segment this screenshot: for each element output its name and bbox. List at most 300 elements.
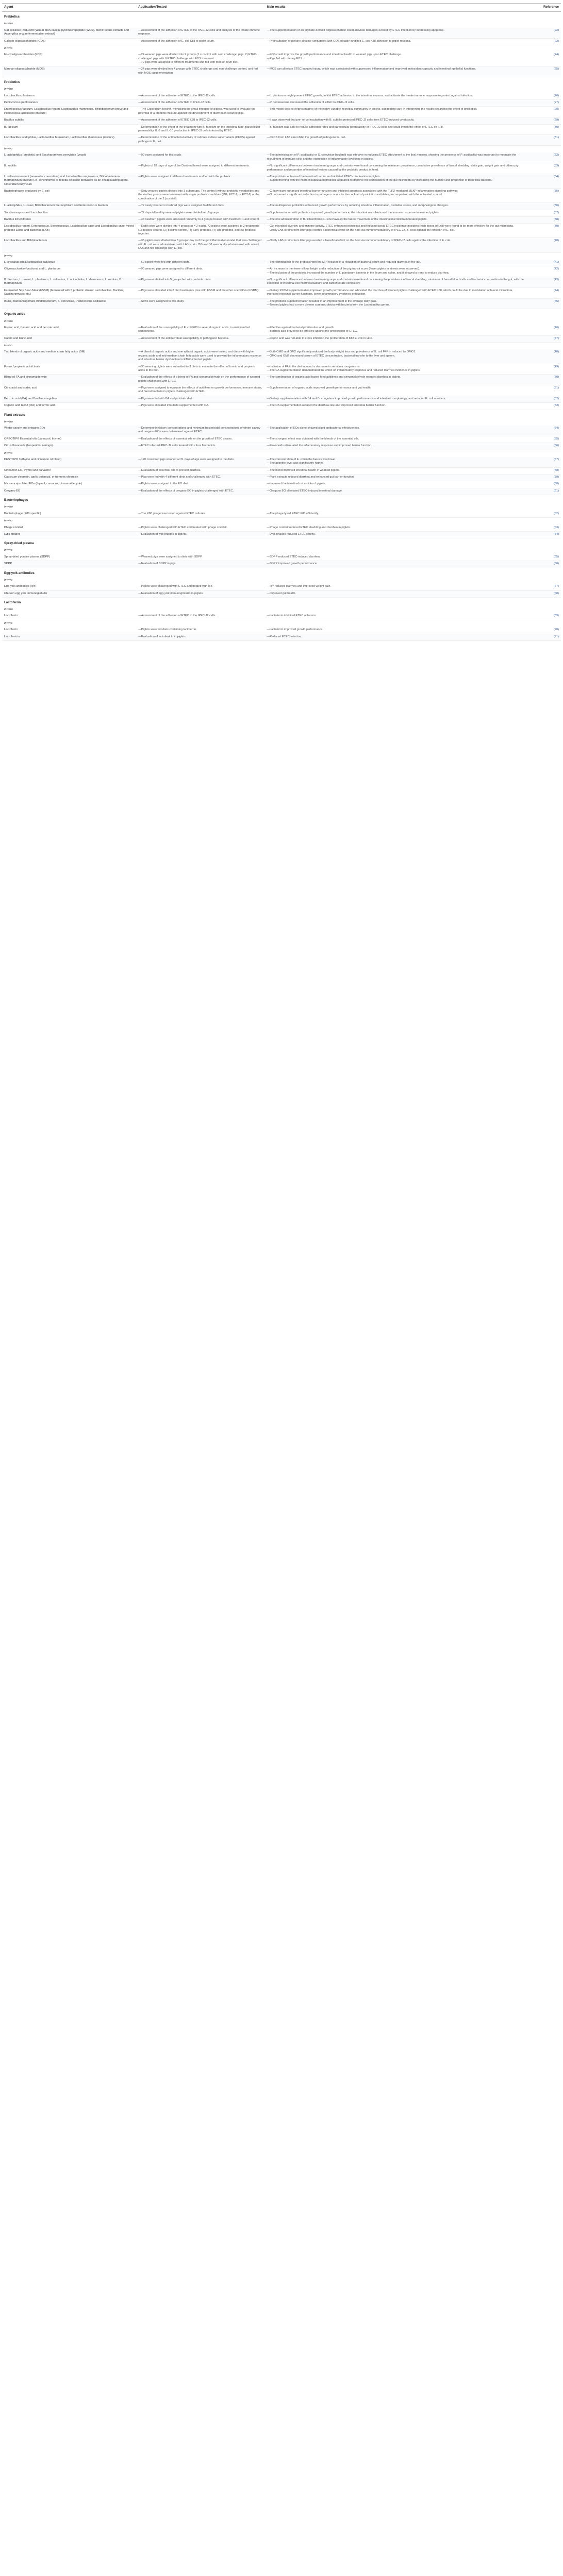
- category-row: [2, 77, 561, 87]
- app-cell: —Piglets of 28 days of age of the Danbred breed were assigned to different treatments.: [136, 163, 264, 174]
- app-cell: —Assessment of the adhesion of ETEC to the IPEC-J2 cells and analysis of the innate immune response.: [136, 28, 264, 38]
- res-cell: —The multispecies probiotics enhanced growth performance by reducing intestinal inflammation, oxidative stress, and morphological changes.: [264, 203, 527, 210]
- category-row: [2, 568, 561, 577]
- agent-cell: Citric acid and sorbic acid: [2, 385, 136, 396]
- table-row: [2, 216, 561, 223]
- ref-cell: (64): [527, 531, 561, 538]
- subsection-row: [2, 504, 561, 511]
- res-cell: —No significant differences between treatment groups and controls were found concerning the minimum prevalence, cumulative prevalence of faecal shedding, daily gain, weight gain and others pig performance and proportion of intestinal lesions caused by the probiotic product in feed.: [264, 163, 527, 174]
- table-row: [2, 525, 561, 532]
- res-cell: —Orally LAB strains from litter pigs exerted a beneficial effect on the host via immunomodulatory of IPEC-J2 cells against the infection of E. coli.: [264, 238, 527, 252]
- res-cell: —Supplementation of organic acids improved growth performance and gut health.: [264, 385, 527, 396]
- agent-cell: L. acidophilus (probiotic) and Saccharomyces cerevisiae (yeast): [2, 152, 136, 163]
- subsection-label: In vitro: [2, 318, 561, 325]
- subsection-label: In vitro: [2, 21, 561, 27]
- category-label: Egg-yolk antibodies: [2, 568, 561, 577]
- app-cell: —Evaluation of SDPP in pigs.: [136, 561, 264, 568]
- ref-cell: (44): [527, 287, 561, 298]
- agent-cell: Fermented Soy Bean Meal (FSBM) (fermented with 5 probiotic strains: Lactobacillus, Bacillus, Saccharomyces etc.): [2, 287, 136, 298]
- ref-cell: (57): [527, 457, 561, 467]
- agent-cell: Lactobacillus plantarum: [2, 93, 136, 100]
- app-cell: —Sixty weaned piglets divided into 3 subgroups. The control (without probiotic metabolites and the 4 other groups were treatment with single probiotic candidate (MG, ECT-1, or ECT-2) or the combination of the 3 (cocktail).: [136, 189, 264, 203]
- subsection-label: In vitro: [2, 606, 561, 613]
- table-body: [2, 12, 561, 641]
- app-cell: —72 newly weaned crossbred pigs were assigned to different diets.: [136, 203, 264, 210]
- res-cell: —The combination of the probiotic with the MPI resulted in a reduction of bacterial count and reduced diarrhea in the gut.: [264, 260, 527, 266]
- table-row: [2, 561, 561, 568]
- app-cell: —Sows were assigned to this study.: [136, 298, 264, 309]
- subsection-row: [2, 577, 561, 584]
- ref-cell: (28): [527, 107, 561, 117]
- ref-cell: (70): [527, 627, 561, 634]
- app-cell: —Pigs were fed with BA and probiotic diet.: [136, 396, 264, 402]
- ref-cell: (62): [527, 511, 561, 518]
- ref-cell: (40): [527, 238, 561, 252]
- res-cell: —IgY reduced diarrhea and improved weight gain.: [264, 584, 527, 590]
- res-cell: —Lactoferrin inhibited ETEC adhesion.: [264, 613, 527, 620]
- agent-cell: Lactoferrin: [2, 613, 136, 620]
- table-row: [2, 189, 561, 203]
- res-cell: —Gut microbial diversity and enzyme activity, ETEC enhanced probiotics and reduced faecal ETEC incidence in piglets; high doses of LAB were found to be more effective for the gut microbiota. —Orally LAB strains from litter pigs exerted a beneficial effect on the host via immunomodulatory of IPEC-J2, B. cells against the infection of E. coli.: [264, 224, 527, 238]
- ref-cell: (47): [527, 335, 561, 342]
- agent-cell: B. faecium, L. reuteri, L. plantarum, L. salivarius, L. acidophilus, L. rhamnosus, L. ruminis, B. thermophilum: [2, 277, 136, 288]
- app-cell: —Piglets were challenged with ETEC and treated with IgY.: [136, 584, 264, 590]
- subsection-label: In vitro: [2, 419, 561, 426]
- ref-cell: (51): [527, 385, 561, 396]
- agent-cell: Bacillus licheniformis: [2, 216, 136, 223]
- res-cell: —The strongest effect was obtained with the blends of the essential oils.: [264, 436, 527, 443]
- subsection-row: [2, 518, 561, 525]
- ref-cell: (50): [527, 375, 561, 385]
- table-row: [2, 203, 561, 210]
- app-cell: —A blend of organic acids and one without organic acids were tested; and diets with higher organic acids and mid-medium chain fatty acids were used to prevent the inflammatory response and intestinal barrier dysfunction in ETEC-infected piglets.: [136, 349, 264, 364]
- table-row: [2, 364, 561, 375]
- page: [0, 0, 563, 646]
- agent-cell: Capsicum oleoresin, garlic botanical, or turmeric oleoresin: [2, 474, 136, 481]
- agent-cell: Oregano EO: [2, 488, 136, 495]
- ref-cell: (30): [527, 124, 561, 135]
- ref-cell: (56): [527, 443, 561, 450]
- res-cell: —The administration of P. acidilactici or S. cerevisiae boulardii was effective in reducing ETEC attachment to the ileal mucosa, showing the presence of P. acidilactici was important to modulate the recruitment of immune cells and the expression of inflammatory cytokines in piglets.: [264, 152, 527, 163]
- res-cell: —The concentration of E. coli in the faeces was lower. —The appetite level was significantly higher.: [264, 457, 527, 467]
- app-cell: —Pigs were fed with 4 different diets and challenged with ETEC.: [136, 474, 264, 481]
- table-row: [2, 325, 561, 335]
- app-cell: —Evaluation of the effects of oregano EO in piglets challenged with ETEC.: [136, 488, 264, 495]
- res-cell: —This model was not representative of the highly variable microbial community in piglets, suggesting care in interpreting the results regarding the effect of probiotics.: [264, 107, 527, 117]
- table-row: [2, 260, 561, 266]
- agent-cell: Blend oil FA and cinnamaldehyde: [2, 375, 136, 385]
- app-cell: —30 weaning piglets were submitted to 3 diets to evaluate the effect of formic and propionic acids in the diet.: [136, 364, 264, 375]
- app-cell: —Piglets were challenged with ETEC and treated with phage cocktail.: [136, 525, 264, 532]
- category-row: [2, 410, 561, 419]
- agent-cell: Bacillus subtilis: [2, 117, 136, 124]
- subsection-row: [2, 343, 561, 350]
- agent-cell: Cinnamon EO, thymol and carvacrol: [2, 467, 136, 474]
- table-row: [2, 481, 561, 488]
- ref-cell: (27): [527, 100, 561, 107]
- ref-cell: (25): [527, 66, 561, 77]
- agent-cell: Inulin, mannanoligomalt, Bifidobacterium, S. cerevisiae, Pediococcus acidilactici: [2, 298, 136, 309]
- subsection-label: In vivo: [2, 547, 561, 554]
- header-reference: Reference: [527, 4, 561, 12]
- ref-cell: (54): [527, 426, 561, 436]
- ref-cell: (33): [527, 163, 561, 174]
- app-cell: —Determination of the effect of the treatment with B. faecium on the intestinal tube, paracellular permeability, IL-8 and IL-10 production in IPEC-J2 cells infected by ETEC.: [136, 124, 264, 135]
- agent-cell: Bacteriophages produced by E. coli: [2, 189, 136, 203]
- ref-cell: (48): [527, 349, 561, 364]
- table-row: [2, 135, 561, 146]
- app-cell: —Assessment of the adhesion of E. coli K88 to piglet ileum.: [136, 38, 264, 45]
- app-cell: —120 crossbred pigs weaned at 21 days of age were assigned to the diets.: [136, 457, 264, 467]
- res-cell: —The oral administration of B. licheniformis L. sinei favours the faecal movement of the intestinal microbiota in treated piglets.: [264, 216, 527, 223]
- ref-cell: (59): [527, 474, 561, 481]
- subsection-label: In vivo: [2, 518, 561, 525]
- table-row: [2, 375, 561, 385]
- ref-cell: (34): [527, 174, 561, 188]
- agent-cell: Lactobacillus acidophilus, Lactobacillus fermentum, Lactobacillus rhamnosus (mixture): [2, 135, 136, 146]
- subsection-label: In vivo: [2, 252, 561, 260]
- table-row: [2, 443, 561, 450]
- table-row: [2, 457, 561, 467]
- category-label: Bacteriophages: [2, 495, 561, 504]
- app-cell: —Pigs were allocated into diets supplemented with OA.: [136, 403, 264, 410]
- agent-cell: Lactoferricin: [2, 634, 136, 640]
- res-cell: —The OA supplementation reduced the diarrhea rate and improved intestinal barrier function.: [264, 403, 527, 410]
- ref-cell: (71): [527, 634, 561, 640]
- table-row: [2, 277, 561, 288]
- agent-cell: Lactobacillus reuteri, Enterococcus, Streptococcus, Lactobacillus casei and Lactobacillus casei mixed probiotic Lactis and bacterias (LAB): [2, 224, 136, 238]
- table-row: [2, 531, 561, 538]
- table-row: [2, 396, 561, 402]
- table-row: [2, 335, 561, 342]
- res-cell: —Dietary FSBM supplementation improved growth performance and alleviated the diarrhea of weaned piglets challenged with ETEC K88, which could be due to modulation of faecal microbiota, improved intestinal barrier functions, lower inflammatory cytokines production.: [264, 287, 527, 298]
- table-row: [2, 66, 561, 77]
- subsection-row: [2, 146, 561, 153]
- ref-cell: (66): [527, 561, 561, 568]
- subsection-row: [2, 419, 561, 426]
- agent-cell: Galacto-oligosaccharides (GOS): [2, 38, 136, 45]
- res-cell: —Phage cocktail reduced ETEC shedding and diarrhea in piglets.: [264, 525, 527, 532]
- category-label: Probiotics: [2, 77, 561, 87]
- app-cell: —Evaluation of the effects of a blend of FA and cinnamaldehyde on the performance of weaned piglets challenged with ETEC.: [136, 375, 264, 385]
- category-label: Prebiotics: [2, 12, 561, 21]
- res-cell: —The application of EOs alone showed slight antibacterial effectiveness.: [264, 426, 527, 436]
- app-cell: —Evaluation of lytic phages in piglets.: [136, 531, 264, 538]
- ref-cell: (65): [527, 554, 561, 561]
- category-row: [2, 12, 561, 21]
- agent-cell: SDPP: [2, 561, 136, 568]
- table-row: [2, 287, 561, 298]
- ref-cell: (35): [527, 189, 561, 203]
- data-table: [2, 3, 561, 641]
- table-row: [2, 100, 561, 107]
- table-row: [2, 52, 561, 66]
- app-cell: —Assessment of the adhesion of ETEC to IPEC-J2 cells.: [136, 100, 264, 107]
- table-row: [2, 349, 561, 364]
- agent-cell: Pediococcus pentosaceus: [2, 100, 136, 107]
- agent-cell: Formic/propionic acid/citrate: [2, 364, 136, 375]
- table-row: [2, 584, 561, 590]
- ref-cell: (45): [527, 298, 561, 309]
- res-cell: —SDPP improved growth performance.: [264, 561, 527, 568]
- res-cell: —The blend improved intestinal health in weaned piglets.: [264, 467, 527, 474]
- agent-cell: Benzoic acid (BA) and Bacillus coagulans: [2, 396, 136, 402]
- res-cell: —The probiotic enhanced the intestinal barrier and inhibited ETEC colonization in piglets. —Supplementing with the microencapsulated probiotic appeared to improve the composition of the gut microbiota by increasing the number and proportion of beneficial bacteria.: [264, 174, 527, 188]
- app-cell: —24 weaned pigs were divided into 2 groups (1 = control with zero challenge; pigs; 2) ETEC-challenged pigs with 6 ETEC challenge with FOS treatment. —72 pigs were assigned to different treatments and fed with food or 400h diet.: [136, 52, 264, 66]
- subsection-row: [2, 318, 561, 325]
- agent-cell: Enterococcus faecium, Lactobacillus reuteri, Lactobacillus rhamnosus, Bifidobacterium breve and Pediococcus acidilactici (mixture): [2, 107, 136, 117]
- table-row: [2, 124, 561, 135]
- ref-cell: (41): [527, 260, 561, 266]
- header-application: Application/Tested: [136, 4, 264, 12]
- res-cell: —Inclusion of FA in the diet induced a decrease in serial microorganisms. —The CA supplementation demonstrated the effect on inflammatory response and reduced diarrhea incidence in piglets.: [264, 364, 527, 375]
- ref-cell: (46): [527, 325, 561, 335]
- agent-cell: Chicken egg yolk immunoglobulin: [2, 590, 136, 597]
- agent-cell: Fructooligosaccharides (FOS): [2, 52, 136, 66]
- subsection-row: [2, 21, 561, 27]
- subsection-row: [2, 620, 561, 627]
- table-row: [2, 28, 561, 38]
- subsection-row: [2, 252, 561, 260]
- agent-cell: Bacteriophage (K88 specific): [2, 511, 136, 518]
- app-cell: —Pigs were assigned to evaluate the effects of acidifiers on growth performance, immune status, and faecal bacteria in piglets challenged with ETEC.: [136, 385, 264, 396]
- agent-cell: Phage cocktail: [2, 525, 136, 532]
- agent-cell: B. faecium: [2, 124, 136, 135]
- app-cell: —Piglets were assigned to different treatments and fed with the probiotic.: [136, 174, 264, 188]
- app-cell: —Eight sows were divided into 4 groups (n = 2 each), 72 piglets were assigned to 2 treatments (1) positive control, (2) positive control, (3) early probiotic, (4) late probiotic, and (5) probiotic together.: [136, 224, 264, 238]
- table-row: [2, 634, 561, 640]
- ref-cell: (55): [527, 436, 561, 443]
- category-label: Organic acids: [2, 309, 561, 318]
- res-cell: —MOS can alleviate ETEC-induced injury, which was associated with suppressed inflammatory and improved antioxidant capacity and intestinal epithelial functions.: [264, 66, 527, 77]
- header-results: Main results: [264, 4, 527, 12]
- res-cell: —Dietary supplementation with BA and B. coagulans improved growth performance and intestinal morphology, and reduced E. coli numbers.: [264, 396, 527, 402]
- table-row: [2, 298, 561, 309]
- agent-cell: Lactoferrin: [2, 627, 136, 634]
- agent-cell: OREOTIP® Essential oils (carvacrol, thymol): [2, 436, 136, 443]
- agent-cell: Oat cellulose Reducefit (Wheat bran-casein glycomacropeptide (WCS), blend: beans extracts and Aspergillus oryzae fermentation extract): [2, 28, 136, 38]
- app-cell: —Pigs were allocated into 2 diet treatments (one with FSBM and the other one without FSBM).: [136, 287, 264, 298]
- table-row: [2, 554, 561, 561]
- app-cell: —72 day-old healthy weaned piglets were divided into 6 groups.: [136, 210, 264, 216]
- agent-cell: L. salivarius-reuterii (anaerobic consortium) and Lactobacillus amylovorus; Bifidobacterium thermophilum (mixture). B. licheniformis or reseda cellulose derivative as an encapsulating agent. Clostridium butyricum: [2, 174, 136, 188]
- ref-cell: (68): [527, 590, 561, 597]
- table-row: [2, 163, 561, 174]
- app-cell: —Evaluation of egg-yolk immunoglobulin in piglets.: [136, 590, 264, 597]
- subsection-label: In vivo: [2, 146, 561, 153]
- ref-cell: (42): [527, 266, 561, 277]
- subsection-label: In vivo: [2, 620, 561, 627]
- table-row: [2, 107, 561, 117]
- agent-cell: Winter savory and oregano EOs: [2, 426, 136, 436]
- table-row: [2, 224, 561, 238]
- app-cell: —Weaned pigs were assigned to diets with SDPP.: [136, 554, 264, 561]
- subsection-label: In vivo: [2, 577, 561, 584]
- app-cell: —Pigs were allotted into 5 groups fed with probiotic diets.: [136, 277, 264, 288]
- app-cell: —Evaluation of essential oils to prevent diarrhea.: [136, 467, 264, 474]
- res-cell: —Lactoferrin improved growth performance.: [264, 627, 527, 634]
- res-cell: —Supplementation with probiotics improved growth performance, the intestinal microbiota and the immune response in weaned piglets.: [264, 210, 527, 216]
- ref-cell: (69): [527, 613, 561, 620]
- res-cell: —Effective against bacterial proliferation and growth. —Benzoic acid proved to be effective against the proliferation of ETEC.: [264, 325, 527, 335]
- agent-cell: L. crispatus and Lactobacillus salivarius: [2, 260, 136, 266]
- agent-cell: Lactobacillus and Bifidobacterium: [2, 238, 136, 252]
- table-row: [2, 474, 561, 481]
- subsection-row: [2, 606, 561, 613]
- subsection-label: In vivo: [2, 45, 561, 52]
- ref-cell: (43): [527, 277, 561, 288]
- table-row: [2, 590, 561, 597]
- table-row: [2, 174, 561, 188]
- app-cell: —The K88 phage was tested against ETEC cultures.: [136, 511, 264, 518]
- ref-cell: (36): [527, 203, 561, 210]
- subsection-label: In vivo: [2, 343, 561, 350]
- app-cell: —Evaluation of the effects of essential oils on the growth of ETEC strains.: [136, 436, 264, 443]
- agent-cell: Capric and lauric acid: [2, 335, 136, 342]
- table-row: [2, 488, 561, 495]
- ref-cell: (24): [527, 52, 561, 66]
- app-cell: —ETEC infected IPEC-J2 cells treated with citrus flavonoids.: [136, 443, 264, 450]
- agent-cell: B. subtilis: [2, 163, 136, 174]
- table-row: [2, 426, 561, 436]
- agent-cell: DESTOP® 3 (thyme and cinnamon oil blend): [2, 457, 136, 467]
- res-cell: —C. butyricum enhanced intestinal barrier function and inhibited apoptosis associated with the TLR2-mediated MLKP-inflammation signaling pathway. —No observed a significant reduction in pathogen counts for the cocktail of probiotic candidates, in comparison with the untreated control.: [264, 189, 527, 203]
- table-header: [2, 4, 561, 12]
- table-row: [2, 436, 561, 443]
- agent-cell: Two blends of organic acids and medium chain fatty acids (OM): [2, 349, 136, 364]
- table-row: [2, 117, 561, 124]
- ref-cell: (58): [527, 467, 561, 474]
- app-cell: —Piglets were fed diets containing lactoferrin.: [136, 627, 264, 634]
- table-row: [2, 38, 561, 45]
- res-cell: —B. faecium was able to reduce adhesion rates and paracellular permeability of IPEC-J2 cells and could inhibit the effect of ETEC on IL-8.: [264, 124, 527, 135]
- table-row: [2, 511, 561, 518]
- res-cell: —Improved the intestinal microbiota of piglets.: [264, 481, 527, 488]
- res-cell: —It was observed that pre- or co-incubation with B. subtilis protected IPEC-J2 cells from ETEC-induced cytotoxicity.: [264, 117, 527, 124]
- subsection-label: In vivo: [2, 450, 561, 457]
- subsection-row: [2, 547, 561, 554]
- subsection-label: In vitro: [2, 86, 561, 93]
- table-row: [2, 266, 561, 277]
- agent-cell: Oligosaccharide-functional and L. plantarum: [2, 266, 136, 277]
- agent-cell: Formic acid, fumaric acid and benzoic acid: [2, 325, 136, 335]
- res-cell: —The phage lysed ETEC K88 efficiently.: [264, 511, 527, 518]
- res-cell: —The supplementation of an alginate-derived oligosaccharide could alleviate damages evoked by ETEC infection by decreasing apoptosis.: [264, 28, 527, 38]
- subsection-row: [2, 45, 561, 52]
- res-cell: —Improved gut health.: [264, 590, 527, 597]
- ref-cell: (32): [527, 152, 561, 163]
- ref-cell: (49): [527, 364, 561, 375]
- agent-cell: Citrus flavonoids (hesperidin, naringin): [2, 443, 136, 450]
- table-row: [2, 613, 561, 620]
- category-label: Plant extracts: [2, 410, 561, 419]
- subsection-row: [2, 450, 561, 457]
- ref-cell: (39): [527, 224, 561, 238]
- table-row: [2, 93, 561, 100]
- ref-cell: (26): [527, 93, 561, 100]
- header-agent: Agent: [2, 4, 136, 12]
- agent-cell: Organic acid blend (OA) and formic acid: [2, 403, 136, 410]
- ref-cell: (29): [527, 117, 561, 124]
- app-cell: —Assessment of the antimicrobial susceptibility of pathogenic bacteria.: [136, 335, 264, 342]
- res-cell: —CFCS from LAB can inhibit the growth of pathogenic E. coli.: [264, 135, 527, 146]
- table-row: [2, 403, 561, 410]
- res-cell: —Lytic phages reduced ETEC counts.: [264, 531, 527, 538]
- subsection-label: In vitro: [2, 504, 561, 511]
- agent-cell: Lytic phages: [2, 531, 136, 538]
- agent-cell: Microencapsulated EOs (thymol, carvacrol, cinnamaldehyde): [2, 481, 136, 488]
- res-cell: —P. pentosaceus decreased the adhesion of ETEC to IPEC-J2 cells.: [264, 100, 527, 107]
- table-row: [2, 627, 561, 634]
- table-row: [2, 385, 561, 396]
- app-cell: —The Clostridium teeshifi, mimicking the small intestine of piglets, was used to evaluate the potential of a probiotic mixture against the development of diarrhea in weaned pigs.: [136, 107, 264, 117]
- app-cell: —Evaluation of the susceptibility of E. coli K88 to several organic acids, in antimicrobial components.: [136, 325, 264, 335]
- res-cell: —Reduced ETEC infection.: [264, 634, 527, 640]
- category-label: Lactoferrin: [2, 597, 561, 606]
- category-row: [2, 309, 561, 318]
- app-cell: —Assessment of the adhesion of ETEC K88 to IPEC-J2 cells.: [136, 117, 264, 124]
- app-cell: —Determine inhibitory concentrations and minimum bactericidal concentrations of winter savory and oregano EOs were determined against ETEC.: [136, 426, 264, 436]
- res-cell: —Plant extracts reduced diarrhea and enhanced gut barrier function.: [264, 474, 527, 481]
- agent-cell: Spray-dried porcine plasma (SDPP): [2, 554, 136, 561]
- app-cell: —48 newborn piglets were allocated randomly to 4 groups treated with treatment 1 and control.: [136, 216, 264, 223]
- agent-cell: Egg-yolk antibodies (IgY): [2, 584, 136, 590]
- app-cell: —24 pigs were divided into 4 groups with ETEC challenge and non-challenge control, and fed with MOS supplementation.: [136, 66, 264, 77]
- ref-cell: (52): [527, 396, 561, 402]
- res-cell: —The combination of organic acid based feed additives and cinnamaldehyde reduced diarrhea in piglets.: [264, 375, 527, 385]
- res-cell: —FOS could improve the growth performance and intestinal health in weaned pigs upon ETEC challenge. —Pigs fed with dietary FOS ...: [264, 52, 527, 66]
- ref-cell: (60): [527, 481, 561, 488]
- category-row: [2, 495, 561, 504]
- ref-cell: (31): [527, 135, 561, 146]
- app-cell: —90 sows assigned for this study.: [136, 152, 264, 163]
- table-row: [2, 238, 561, 252]
- res-cell: —An increase in the fewer villous height and a reduction of the pig transit score (fewer piglets in streets were observed). —The inclusion of the probiotic increased the number of L. plantarum bacteria in the ileum and colon, and it showed a trend to reduce diarrhea.: [264, 266, 527, 277]
- ref-cell: (37): [527, 210, 561, 216]
- ref-cell: (22): [527, 28, 561, 38]
- ref-cell: (61): [527, 488, 561, 495]
- app-cell: —Assessment of the adhesion of ETEC to the IPEC-J2 cells.: [136, 93, 264, 100]
- app-cell: —90 weaned pigs were assigned to different diets.: [136, 266, 264, 277]
- category-label: Spray-dried plasma: [2, 538, 561, 548]
- table-row: [2, 152, 561, 163]
- ref-cell: (63): [527, 525, 561, 532]
- subsection-row: [2, 86, 561, 93]
- app-cell: —Determination of the antibacterial activity of cell-free culture supernatants (CFCS) against pathogenic E. coli.: [136, 135, 264, 146]
- res-cell: —No significant differences between treatment groups and controls were found concerning the prevalence of faecal shedding, minimum of faecal blood cells and bacterial composition in the gut, with the exception of intestinal cell microvasculature and carbohydrate complexity.: [264, 277, 527, 288]
- table-row: [2, 210, 561, 216]
- app-cell: —60 piglets were fed with different diets.: [136, 260, 264, 266]
- res-cell: —L. plantarum might prevent ETEC growth, inhibit ETEC adhesion to the intestinal mucosa, and activate the innate immune response to protect against infection.: [264, 93, 527, 100]
- app-cell: —36 piglets were divided into 3 groups: day 4 of the gut inflammation model that was challenged with E. coli were administered with LAB strain J5G and 36 were orally administered with mixed LAB and fed challenge with E. coli.: [136, 238, 264, 252]
- ref-cell: (38): [527, 216, 561, 223]
- app-cell: —Evaluation of lactoferricin in piglets.: [136, 634, 264, 640]
- res-cell: —Capric acid was not able to cross inhibition the proliferation of K88 E. coli in vitro.: [264, 335, 527, 342]
- category-row: [2, 597, 561, 606]
- agent-cell: L. acidophilus, L. casei, Bifidobacterium thermophilum and Enterococcus faecium: [2, 203, 136, 210]
- agent-cell: Saccharomyces and Lactobacillus: [2, 210, 136, 216]
- res-cell: —Preincubation of porcine alkaline-conjugated with GOS notably inhibited E. coli K88 adhesion to piglet mucosa.: [264, 38, 527, 45]
- res-cell: —Both OMO and OM2 significantly reduced the body weight loss and prevalence of E. coli F4F in induced by OMO1. —OMO and OM2 decreased serum of ETEC concentration, bacterial transfer to the liver and spleen.: [264, 349, 527, 364]
- res-cell: —Oregano EO alleviated ETEC-induced intestinal damage.: [264, 488, 527, 495]
- app-cell: —Assessment of the adhesion of ETEC to the IPEC-J2 cells.: [136, 613, 264, 620]
- res-cell: —The probiotic supplementation resulted in an improvement in the average daily gain. —Treated piglets had a more diverse core microbiota with bacteria from the Lactobacillus genus.: [264, 298, 527, 309]
- ref-cell: (53): [527, 403, 561, 410]
- app-cell: —Piglets were assigned to the EO diet.: [136, 481, 264, 488]
- res-cell: —SDPP reduced ETEC-induced diarrhea.: [264, 554, 527, 561]
- table-row: [2, 467, 561, 474]
- ref-cell: (23): [527, 38, 561, 45]
